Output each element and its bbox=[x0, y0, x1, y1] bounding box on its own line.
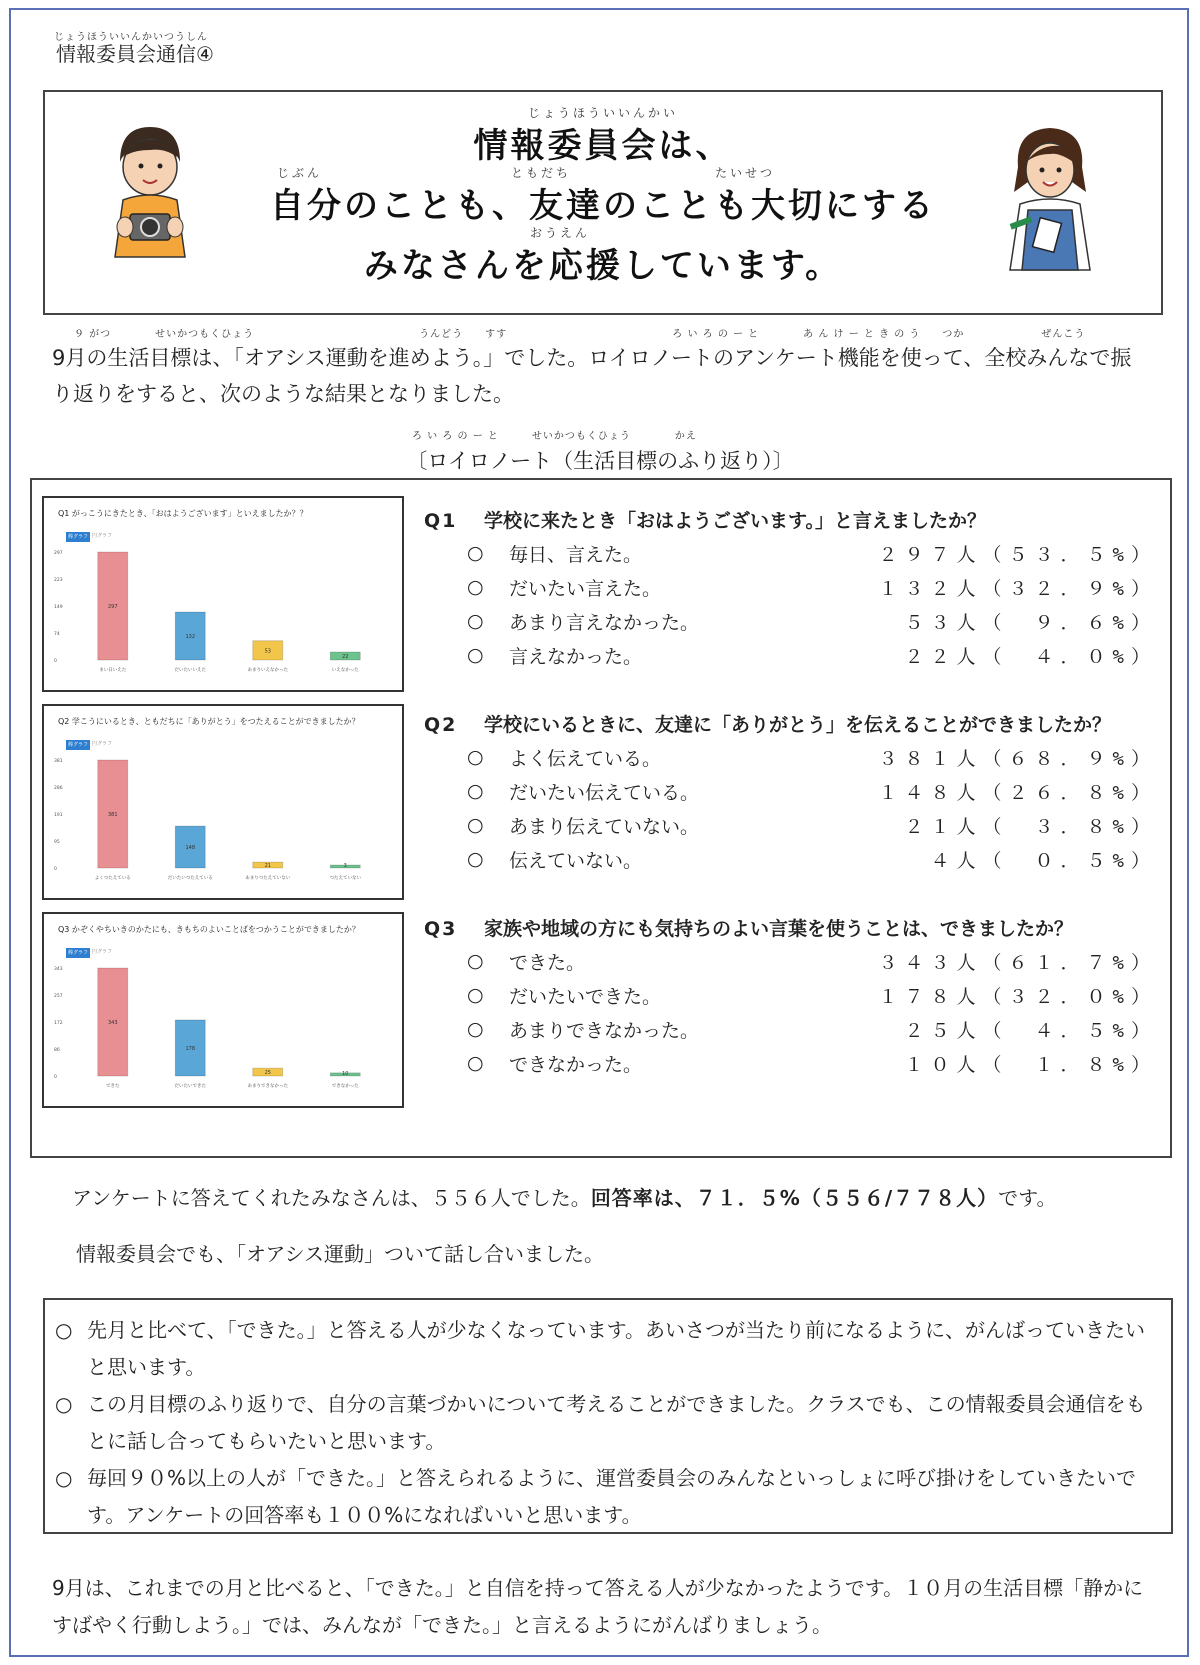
doc-title: 情報委員会通信④ bbox=[56, 42, 214, 66]
chart-q2-title: Q2 学こうにいるとき、ともだちに「ありがとう」をつたえることができましたか？ bbox=[58, 717, 360, 726]
option-value: ４人（ ０．５%） bbox=[930, 850, 1157, 872]
summary-line2: 情報委員会でも、「オアシス運動」ついて話し合いました。 bbox=[76, 1242, 604, 1266]
radio-circle-icon: ○ bbox=[467, 610, 484, 632]
bar-data-label: 178 bbox=[185, 1045, 196, 1052]
banner-line3: みなさんを応援しています。 bbox=[363, 246, 843, 286]
section-title-ruby: ろ い ろ の ー と せいかつもくひょう かえ bbox=[412, 431, 697, 442]
bar-data-label: 381 bbox=[107, 812, 118, 818]
results-panel bbox=[30, 478, 1172, 1158]
option-value: ５３人（ ９．６%） bbox=[904, 612, 1157, 634]
q2-option-1 bbox=[467, 744, 1157, 774]
radio-circle-icon: ○ bbox=[467, 814, 484, 836]
option-value: １７８人（３２．０%） bbox=[878, 986, 1157, 1008]
option-value: ２９７人（５３．５%） bbox=[878, 544, 1157, 566]
y-tick-label: 191 bbox=[54, 813, 63, 818]
opinions-box bbox=[43, 1298, 1173, 1534]
doc-title-ruby: じょうほういいんかいつうしん bbox=[54, 32, 208, 43]
radio-circle-icon: ○ bbox=[467, 1018, 484, 1040]
banner-line2: 自分のことも、友達のことも大切にする bbox=[270, 186, 936, 226]
option-label: 言えなかった。 bbox=[509, 646, 643, 668]
radio-circle-icon: ○ bbox=[467, 542, 484, 564]
y-tick-label: 86 bbox=[54, 1048, 60, 1053]
option-label: だいたい言えた。 bbox=[509, 578, 662, 600]
banner-ruby-tomodachi: ともだち bbox=[511, 166, 572, 180]
radio-circle-icon: ○ bbox=[467, 984, 484, 1006]
bullet-circle-icon: ○ bbox=[55, 1318, 73, 1342]
banner-line1-ruby: じょうほういいんかい bbox=[527, 106, 678, 120]
x-tick-label: よくつたえている bbox=[94, 876, 131, 881]
radio-circle-icon: ○ bbox=[467, 1052, 484, 1074]
opinion-text: 先月と比べて、「できた。」と答える人が少なくなっています。あいさつが当たり前になるように、がんばっていきたいと思います。 bbox=[87, 1318, 1145, 1379]
q3-option-4 bbox=[467, 1050, 1157, 1080]
intro-text: 9月の生活目標は、「オアシス運動を進めよう。」でした。ロイロノートのアンケート機能を使って、全校みんなで振り返りをすると、次のような結果となりました。 bbox=[52, 346, 1132, 406]
radio-circle-icon: ○ bbox=[467, 576, 484, 598]
girl-with-notebook-illustration bbox=[1000, 122, 1100, 272]
radio-circle-icon: ○ bbox=[467, 746, 484, 768]
bar-data-label: 22 bbox=[342, 654, 349, 660]
bar-data-label: 21 bbox=[264, 863, 271, 869]
x-tick-label: あまりできなかった bbox=[247, 1084, 288, 1089]
bar-data-label: 132 bbox=[185, 634, 196, 640]
y-tick-label: 381 bbox=[54, 759, 63, 764]
option-label: 伝えていない。 bbox=[509, 850, 643, 872]
option-label: あまり伝えていない。 bbox=[509, 816, 700, 838]
opinion-text: 毎回９０%以上の人が「できた。」と答えられるように、運営委員会のみんなといっしょに呼び掛けをしていきたいです。アンケートの回答率も１００%になればいいと思います。 bbox=[87, 1466, 1137, 1527]
section-title: 〔ロイロノート（生活目標のふり返り）〕 bbox=[406, 449, 794, 473]
y-tick-label: 297 bbox=[54, 551, 63, 556]
option-value: １０人（ １．８%） bbox=[904, 1054, 1157, 1076]
radio-circle-icon: ○ bbox=[467, 848, 484, 870]
bar-data-label: 53 bbox=[264, 648, 271, 655]
q1-option-1 bbox=[467, 540, 1157, 570]
chart-q1 bbox=[42, 496, 404, 692]
chart-q3 bbox=[42, 912, 404, 1108]
y-tick-label: 0 bbox=[54, 867, 57, 872]
chart-q2-tab-bar[interactable]: 棒グラフ bbox=[67, 742, 88, 748]
q1-num: Q1 bbox=[424, 510, 458, 532]
chart-q1-plot bbox=[52, 548, 392, 688]
x-tick-label: いえなかった bbox=[331, 668, 359, 673]
x-tick-label: まい日いえた bbox=[99, 668, 127, 673]
y-tick-label: 0 bbox=[54, 1075, 57, 1080]
bar-data-label: 10 bbox=[342, 1071, 349, 1077]
bar-data-label: 297 bbox=[107, 604, 118, 610]
q2-option-3 bbox=[467, 812, 1157, 842]
x-tick-label: だいたいつたえている bbox=[167, 876, 213, 881]
option-label: よく伝えている。 bbox=[509, 748, 662, 770]
bar-data-label: 3 bbox=[343, 863, 347, 869]
chart-q1-tab-pie[interactable]: 円グラフ bbox=[92, 533, 113, 539]
y-tick-label: 95 bbox=[54, 840, 60, 845]
option-value: １３２人（３２．９%） bbox=[878, 578, 1157, 600]
opinion-text: この月目標のふり返りで、自分の言葉づかいについて考えることができました。クラスでも、この情報委員会通信をもとに話し合ってもらいたいと思います。 bbox=[87, 1392, 1146, 1453]
option-label: 毎日、言えた。 bbox=[509, 544, 643, 566]
bar-data-label: 148 bbox=[185, 845, 196, 852]
y-tick-label: 257 bbox=[54, 994, 63, 999]
banner-line3-ruby: おうえん bbox=[530, 226, 591, 240]
y-tick-label: 0 bbox=[54, 659, 57, 664]
closing-text: 9月は、これまでの月と比べると、「できた。」と自信を持って答える人が少なかったようです。１０月の生活目標「静かにすばやく行動しよう。」では、みんなが「できた。」と言えるようにがんばりましょう。 bbox=[52, 1576, 1144, 1637]
bullet-circle-icon: ○ bbox=[55, 1392, 73, 1416]
q2-num: Q2 bbox=[424, 714, 458, 736]
radio-circle-icon: ○ bbox=[467, 950, 484, 972]
chart-q1-title: Q1 がっこうにきたとき、「おはようございます」といえましたか？？ bbox=[58, 509, 308, 518]
x-tick-label: できなかった bbox=[331, 1084, 359, 1089]
q3-title bbox=[424, 914, 1073, 941]
radio-circle-icon: ○ bbox=[467, 780, 484, 802]
q3-num: Q3 bbox=[424, 918, 458, 940]
bullet-circle-icon: ○ bbox=[55, 1466, 73, 1490]
banner bbox=[43, 90, 1163, 315]
x-tick-label: あまりいえなかった bbox=[247, 668, 288, 673]
chart-q3-tab-pie[interactable]: 円グラフ bbox=[92, 949, 113, 955]
option-label: できなかった。 bbox=[509, 1054, 643, 1076]
y-tick-label: 343 bbox=[54, 967, 63, 972]
q3-option-2 bbox=[467, 982, 1157, 1012]
y-tick-label: 286 bbox=[54, 786, 63, 791]
option-label: だいたいできた。 bbox=[509, 986, 662, 1008]
chart-q3-tab-bar[interactable]: 棒グラフ bbox=[67, 950, 88, 956]
q3-text: 家族や地域の方にも気持ちのよい言葉を使うことは、できましたか？ bbox=[484, 918, 1074, 940]
y-tick-label: 172 bbox=[54, 1021, 63, 1026]
option-value: ３８１人（６８．９%） bbox=[878, 748, 1157, 770]
summary-line bbox=[72, 1182, 1172, 1211]
q3-option-1 bbox=[467, 948, 1157, 978]
q1-option-2 bbox=[467, 574, 1157, 604]
option-value: １４８人（２６．８%） bbox=[878, 782, 1157, 804]
chart-q3-title: Q3 かぞくやちいきのかたにも、きもちのよいことばをつかうことができましたか？ bbox=[58, 925, 360, 934]
option-label: あまりできなかった。 bbox=[509, 1020, 700, 1042]
q2-text: 学校にいるときに、友達に「ありがとう」を伝えることができましたか？ bbox=[484, 714, 1112, 736]
option-value: ２１人（ ３．８%） bbox=[904, 816, 1157, 838]
option-label: だいたい伝えている。 bbox=[509, 782, 700, 804]
q2-option-4 bbox=[467, 846, 1157, 876]
q2-title bbox=[424, 710, 1111, 737]
summary-response-rate: 回答率は、７１．５%（５５６/７７８人） bbox=[590, 1186, 999, 1210]
summary-pre: アンケートに答えてくれたみなさんは、５５６人でした。 bbox=[72, 1186, 591, 1210]
option-label: できた。 bbox=[509, 952, 586, 974]
x-tick-label: だいたいできた bbox=[174, 1084, 206, 1089]
q1-option-3 bbox=[467, 608, 1157, 638]
banner-line1: 情報委員会は、 bbox=[473, 126, 733, 166]
q1-option-4 bbox=[467, 642, 1157, 672]
q1-title bbox=[424, 506, 986, 533]
chart-q2 bbox=[42, 704, 404, 900]
chart-q2-tab-pie[interactable]: 円グラフ bbox=[92, 741, 113, 747]
q1-text: 学校に来たとき「おはようございます。」と言えましたか？ bbox=[484, 510, 986, 532]
y-tick-label: 149 bbox=[54, 605, 63, 610]
option-value: ３４３人（６１．７%） bbox=[878, 952, 1157, 974]
intro-ruby: ９ がつ せいかつもくひょう うんどう すす ろ い ろ の ー と あ ん け ー と き の う つか ぜんこう bbox=[74, 329, 1086, 340]
x-tick-label: できた bbox=[106, 1084, 120, 1089]
x-tick-label: つたえていない bbox=[329, 876, 361, 881]
option-value: ２５人（ ４．５%） bbox=[904, 1020, 1157, 1042]
q2-option-2 bbox=[467, 778, 1157, 808]
bar-data-label: 343 bbox=[107, 1020, 118, 1026]
chart-q2-plot bbox=[52, 756, 392, 896]
chart-q1-tab-bar[interactable]: 棒グラフ bbox=[67, 534, 88, 540]
bar-data-label: 25 bbox=[264, 1070, 271, 1077]
option-value: ２２人（ ４．０%） bbox=[904, 646, 1157, 668]
summary-post: です。 bbox=[998, 1186, 1057, 1210]
chart-q3-plot bbox=[52, 964, 392, 1104]
y-tick-label: 74 bbox=[54, 632, 60, 637]
q3-option-3 bbox=[467, 1016, 1157, 1046]
option-label: あまり言えなかった。 bbox=[509, 612, 700, 634]
y-tick-label: 223 bbox=[54, 578, 63, 583]
radio-circle-icon: ○ bbox=[467, 644, 484, 666]
banner-ruby-taisetsu: たいせつ bbox=[715, 166, 776, 180]
banner-ruby-jibun: じぶん bbox=[277, 166, 323, 180]
x-tick-label: あまりつたえていない bbox=[245, 876, 291, 881]
x-tick-label: だいたいいえた bbox=[174, 668, 206, 673]
